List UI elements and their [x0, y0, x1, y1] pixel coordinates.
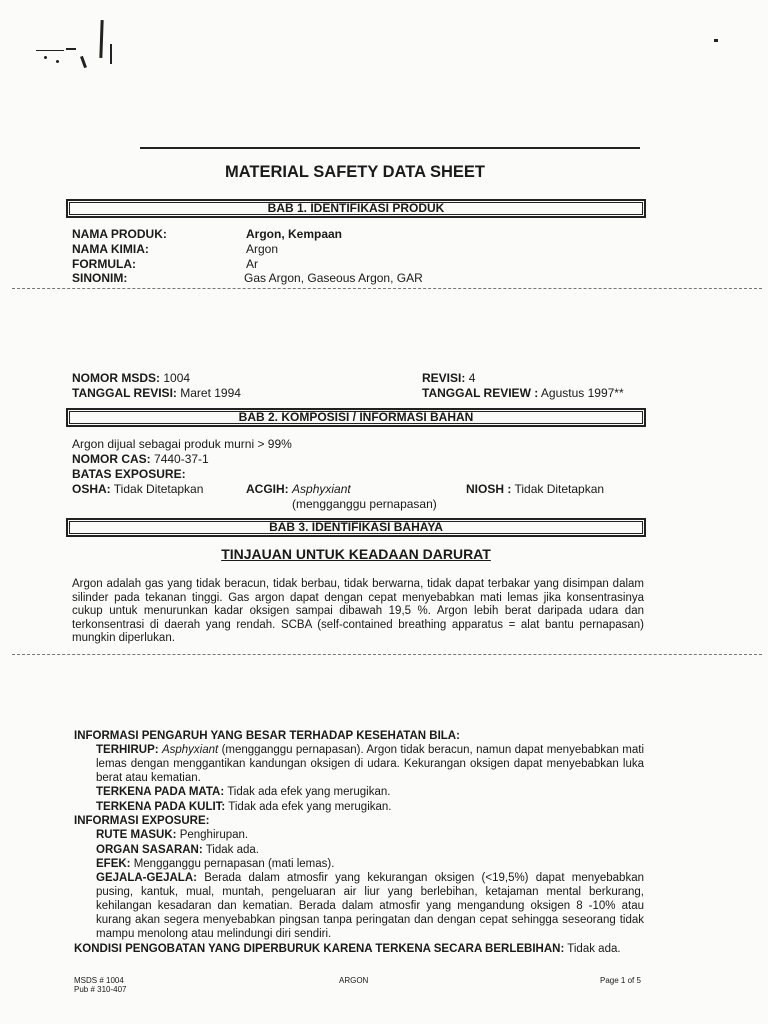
section-header-bab1: BAB 1. IDENTIFIKASI PRODUK [66, 199, 646, 218]
exposure-heading: INFORMASI EXPOSURE: [74, 815, 210, 827]
nama-kimia-label: NAMA KIMIA: [72, 242, 149, 256]
handwritten-mark [30, 20, 120, 70]
nama-produk-value: Argon, Kempaan [246, 227, 343, 241]
organ-sasaran [96, 843, 259, 858]
nama-produk-label: NAMA PRODUK: [72, 227, 167, 241]
acgih-note: (mengganggu pernapasan) [292, 497, 437, 511]
niosh-value: Tidak Ditetapkan [514, 482, 605, 496]
kulit-label: TERKENA PADA KULIT: [96, 801, 226, 813]
page-title: MATERIAL SAFETY DATA SHEET [224, 163, 486, 181]
nomor-msds-value: 1004 [163, 371, 191, 385]
organ-value: Tidak ada. [205, 844, 259, 856]
section-header-bab2: BAB 2. KOMPOSISI / INFORMASI BAHAN [66, 408, 646, 427]
kondisi-value: Tidak ada. [567, 943, 621, 955]
emergency-overview-title: TINJAUAN UNTUK KEADAAN DARURAT [221, 546, 491, 562]
terhirup-text: (mengganggu pernapasan). Argon tidak beracun, namun dapat menyebabkan mati lemas dengan menggantikan kandungan oksigen di udara. Kekurangan oksigen dapat menyebabkan luka berat atau kematian. [96, 744, 645, 784]
rute-label: RUTE MASUK: [96, 829, 177, 841]
kulit-value: Tidak ada efek yang merugikan. [228, 801, 392, 813]
efek-label: EFEK: [96, 858, 131, 870]
nomor-msds [72, 371, 190, 386]
terhirup-label: TERHIRUP: [96, 744, 159, 756]
niosh [466, 482, 604, 497]
gejala-block [96, 871, 644, 941]
footer-page: Page 1 of 5 [600, 976, 641, 985]
nomor-msds-label: NOMOR MSDS: [72, 371, 160, 385]
terkena-kulit [96, 800, 392, 815]
osha-label: OSHA: [72, 482, 111, 496]
gejala-value: Berada dalam atmosfir yang kekurangan oksigen (<19,5%) dapat menyebabkan pusing, kantuk, mual, muntah, pengeluaran air liur yang berlebihan, ketajaman mental berkurang, kehilangan kesadaran dan kematian. Berada dalam atmosfir yang mengandung oksigen 8 -10% atau kurang akan segera menyebabkan pingsan tanpa peringatan dan dengan cepat sehingga seseorang tidak mampu menolong atau melindungi diri sendiri. [96, 872, 644, 940]
scan-line [12, 654, 762, 655]
terhirup-italic: Asphyxiant [161, 744, 219, 756]
top-rule [140, 147, 640, 149]
kondisi-block [74, 942, 644, 956]
osha-value: Tidak Ditetapkan [113, 482, 204, 496]
osha [72, 482, 203, 497]
batas-exposure-label: BATAS EXPOSURE: [72, 467, 186, 481]
terkena-mata [96, 785, 390, 800]
kondisi-label: KONDISI PENGOBATAN YANG DIPERBURUK KARENA TERKENA SECARA BERLEBIHAN: [74, 943, 565, 955]
nama-kimia-value: Argon [246, 242, 279, 256]
sinonim-label: SINONIM: [72, 271, 128, 285]
footer-msds: MSDS # 1004 [74, 976, 124, 985]
scan-dot [714, 39, 718, 42]
health-heading: INFORMASI PENGARUH YANG BESAR TERHADAP KESEHATAN BILA: [74, 730, 460, 742]
acgih-label: ACGIH: [246, 482, 289, 496]
acgih-value: Asphyxiant [292, 482, 351, 496]
tanggal-revisi-value: Maret 1994 [180, 386, 241, 400]
niosh-label: NIOSH : [466, 482, 512, 496]
efek-value: Mengganggu pernapasan (mati lemas). [133, 858, 335, 870]
tanggal-revisi-label: TANGGAL REVISI: [72, 386, 177, 400]
revisi-label: REVISI: [422, 371, 466, 385]
gejala-label: GEJALA-GEJALA: [96, 872, 197, 884]
mata-label: TERKENA PADA MATA: [96, 786, 225, 798]
scan-line [12, 288, 762, 289]
acgih [246, 482, 351, 497]
mata-value: Tidak ada efek yang merugikan. [227, 786, 391, 798]
efek [96, 857, 334, 872]
nomor-cas [72, 452, 209, 467]
cas-value: 7440-37-1 [154, 452, 209, 466]
organ-label: ORGAN SASARAN: [96, 844, 203, 856]
footer-center: ARGON [339, 976, 369, 985]
rute-value: Penghirupan. [179, 829, 249, 841]
sinonim-value: Gas Argon, Gaseous Argon, GAR [244, 271, 423, 285]
footer-pub: Pub # 310-407 [74, 985, 127, 994]
tanggal-review-value: Agustus 1997** [540, 386, 624, 400]
emergency-overview-text: Argon adalah gas yang tidak beracun, tidak berbau, tidak berwarna, tidak dapat terbakar yang disimpan dalam silinder pada tekanan tinggi. Gas argon dapat dengan cepat menyebabkan mati lemas jika konsentrasinya cukup untuk menurunkan kadar oksigen sampai dibawah 19,5 %. Argon lebih berat daripada udara dan terkonsentrasi di daerah yang rendah. SCBA (self-contained breathing apparatus = alat bantu pernapasan) mungkin diperlukan. [72, 578, 644, 644]
revisi [422, 371, 475, 386]
rute-masuk [96, 828, 248, 843]
tanggal-review-label: TANGGAL REVIEW : [422, 386, 539, 400]
tanggal-review [422, 386, 624, 401]
revisi-value: 4 [468, 371, 476, 385]
formula-label: FORMULA: [72, 257, 136, 271]
cas-label: NOMOR CAS: [72, 452, 151, 466]
purity-text: Argon dijual sebagai produk murni > 99% [72, 437, 292, 451]
formula-value: Ar [246, 257, 258, 271]
section-header-bab3: BAB 3. IDENTIFIKASI BAHAYA [66, 518, 646, 537]
terhirup-block [96, 743, 644, 785]
tanggal-revisi [72, 386, 241, 401]
